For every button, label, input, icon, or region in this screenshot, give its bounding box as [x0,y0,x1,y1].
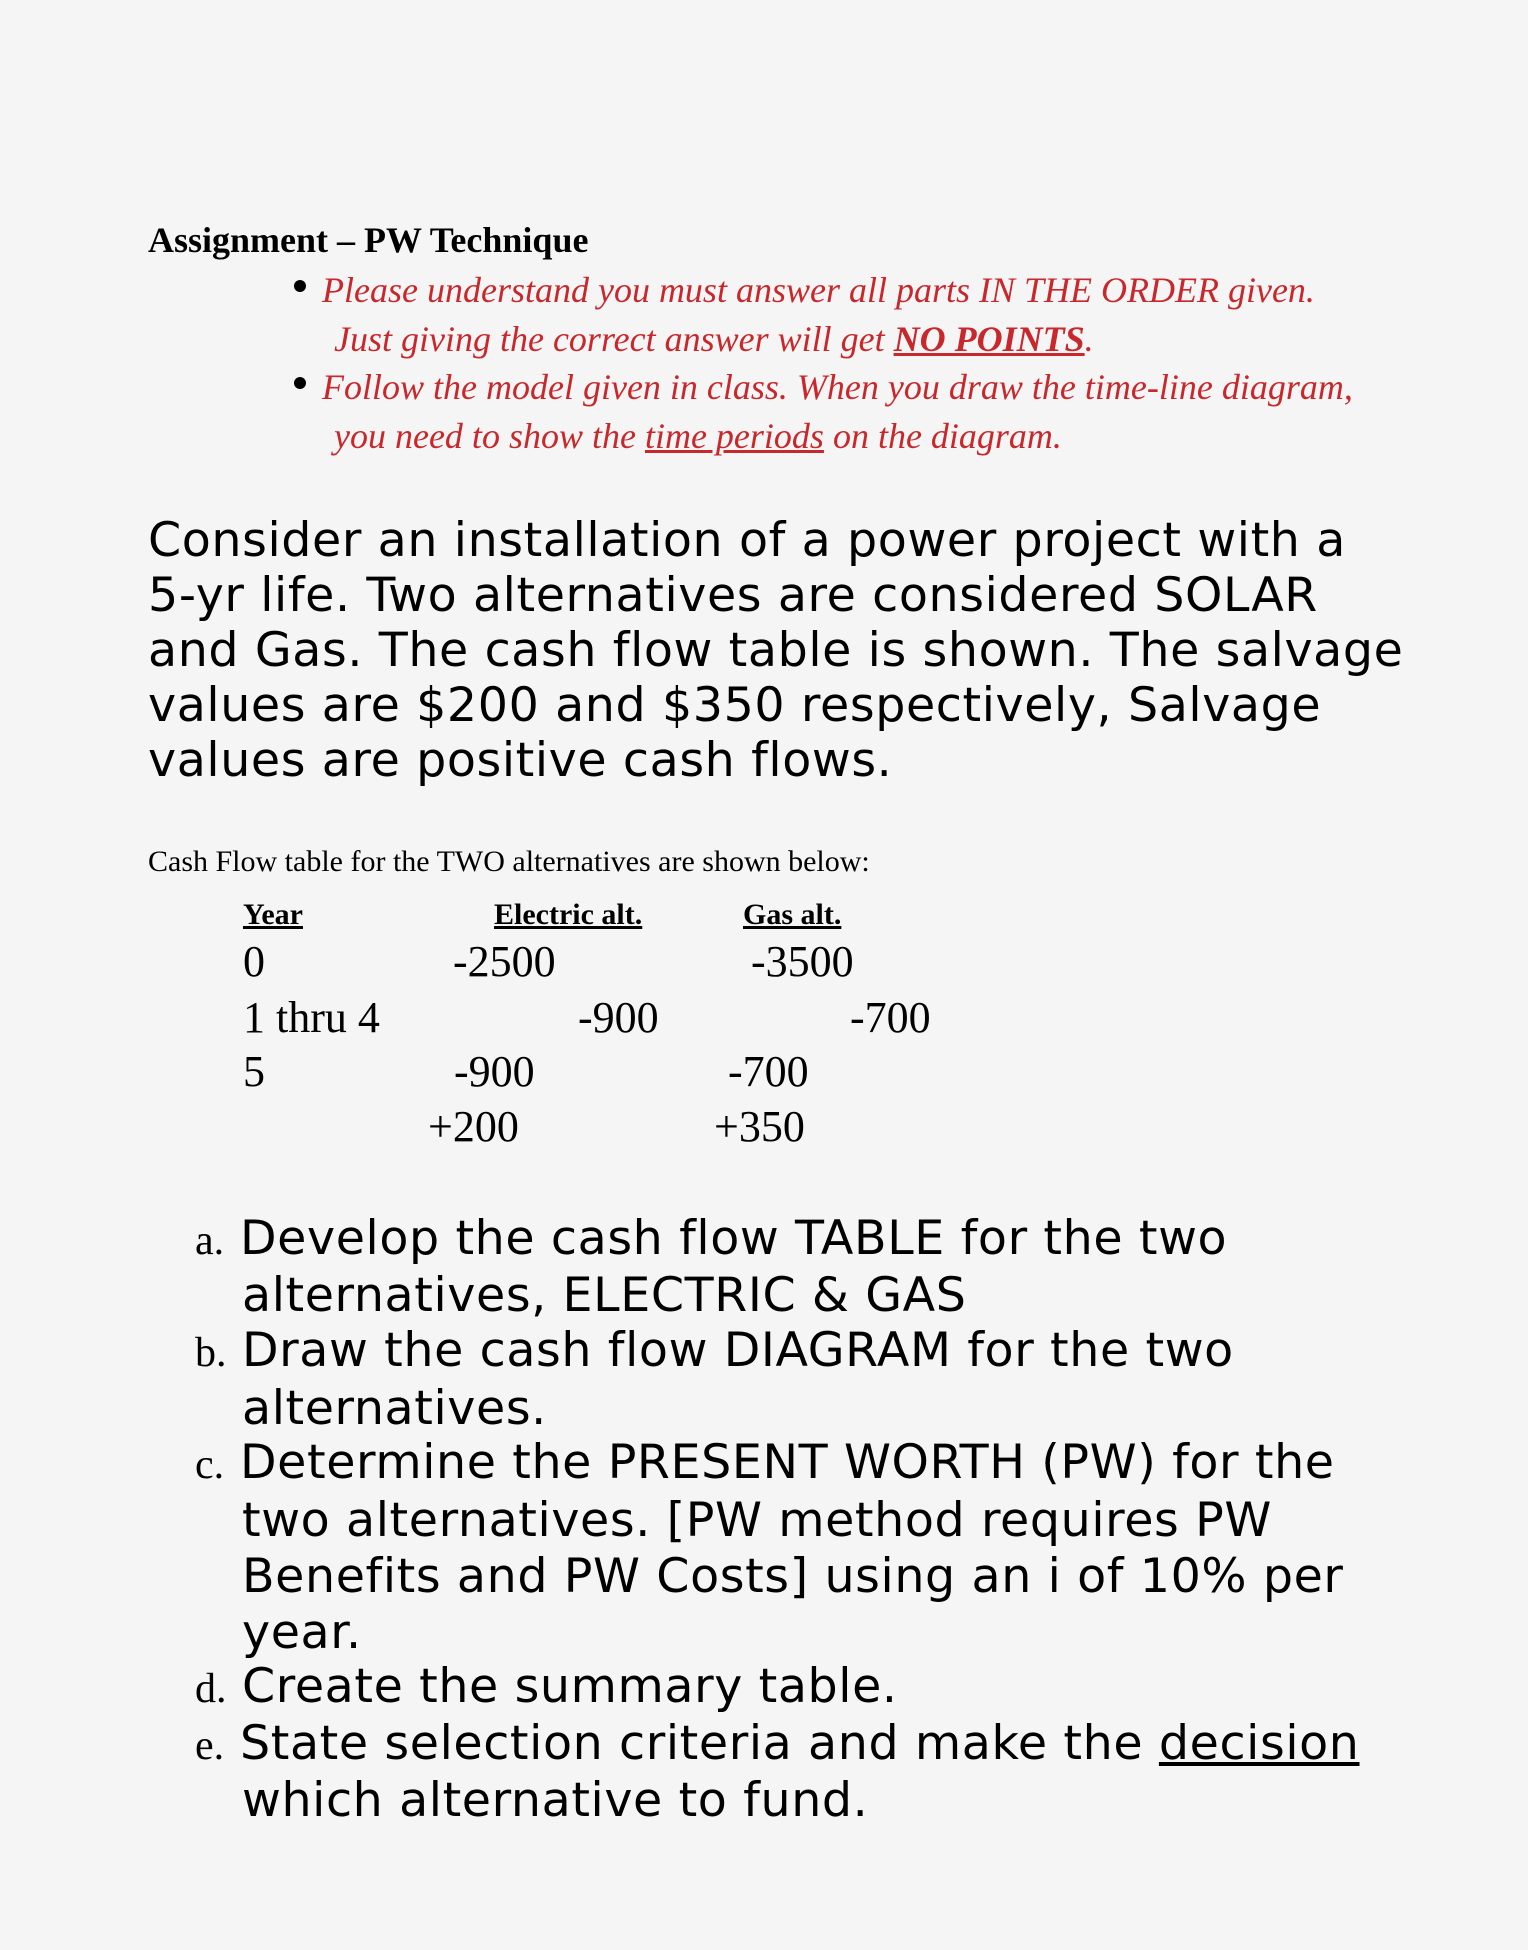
question-e-text: State selection criteria and make the [240,1716,1159,1771]
row-1-gas: -700 [850,993,931,1042]
question-b-marker: b. [195,1330,227,1376]
note-2-text: Follow the model given in class. When you draw the time-line diagram, [322,367,1353,407]
note-1-line-2 [334,315,1094,363]
note-2-line-1 [322,363,1353,411]
table-caption: Cash Flow table for the TWO alternatives are shown below: [148,845,870,878]
note-1-text-2: Just giving the correct answer will get [334,319,894,359]
problem-line: values are positive cash flows. [148,733,893,788]
page-title: Assignment – PW Technique [148,220,589,260]
bullet-icon [294,377,306,389]
question-d-marker: d. [195,1666,227,1712]
note-2-text-3: on the diagram. [823,416,1062,456]
question-b-line-2: alternatives. [242,1381,547,1436]
row-0-electric: -2500 [453,937,556,986]
note-2-text-2: you need to show the [334,416,645,456]
note-2-line-2 [334,412,1062,460]
question-e-line-2: which alternative to fund. [242,1773,869,1828]
question-d-line-1: Create the summary table. [242,1659,898,1714]
question-e-line-1 [240,1716,1360,1772]
row-0-gas: -3500 [751,937,854,986]
header-year: Year [243,898,303,931]
question-a-line-2: alternatives, ELECTRIC & GAS [242,1268,967,1323]
time-periods-emphasis: time periods [644,416,824,456]
row-1-year: 1 thru 4 [243,993,380,1042]
question-c-marker: c. [195,1442,225,1488]
question-b-line-1: Draw the cash flow DIAGRAM for the two [242,1323,1234,1378]
row-3-gas: +350 [714,1102,805,1151]
row-2-electric: -900 [454,1047,535,1096]
question-c-line-1: Determine the PRESENT WORTH (PW) for the [240,1435,1335,1490]
row-0-year: 0 [243,937,265,986]
decision-underlined: decision [1158,1716,1360,1771]
question-c-line-4: year. [242,1605,362,1660]
problem-line: and Gas. The cash flow table is shown. The salvage [148,623,1404,678]
row-1-electric: -900 [578,993,659,1042]
problem-line: values are $200 and $350 respectively, Salvage [148,678,1322,733]
row-3-electric: +200 [428,1102,519,1151]
header-gas: Gas alt. [743,898,842,931]
question-c-line-2: two alternatives. [PW method requires PW [242,1493,1272,1548]
problem-line: Consider an installation of a power project with a [148,513,1346,568]
no-points-emphasis: NO POINTS [893,319,1085,359]
problem-line: 5-yr life. Two alternatives are considered SOLAR [148,568,1318,623]
note-1-text: Please understand you must answer all parts IN THE ORDER given. [322,270,1315,310]
row-2-gas: -700 [728,1047,809,1096]
note-1-line-1 [322,266,1315,314]
problem-statement [148,513,1408,788]
row-2-year: 5 [243,1047,265,1096]
bullet-icon [294,280,306,292]
question-e-marker: e. [195,1723,225,1769]
note-1-period: . [1084,319,1094,359]
header-electric: Electric alt. [494,898,643,931]
question-a-line-1: Develop the cash flow TABLE for the two [240,1211,1228,1266]
question-c-line-3: Benefits and PW Costs] using an i of 10% per [242,1549,1344,1604]
question-a-marker: a. [195,1218,225,1264]
